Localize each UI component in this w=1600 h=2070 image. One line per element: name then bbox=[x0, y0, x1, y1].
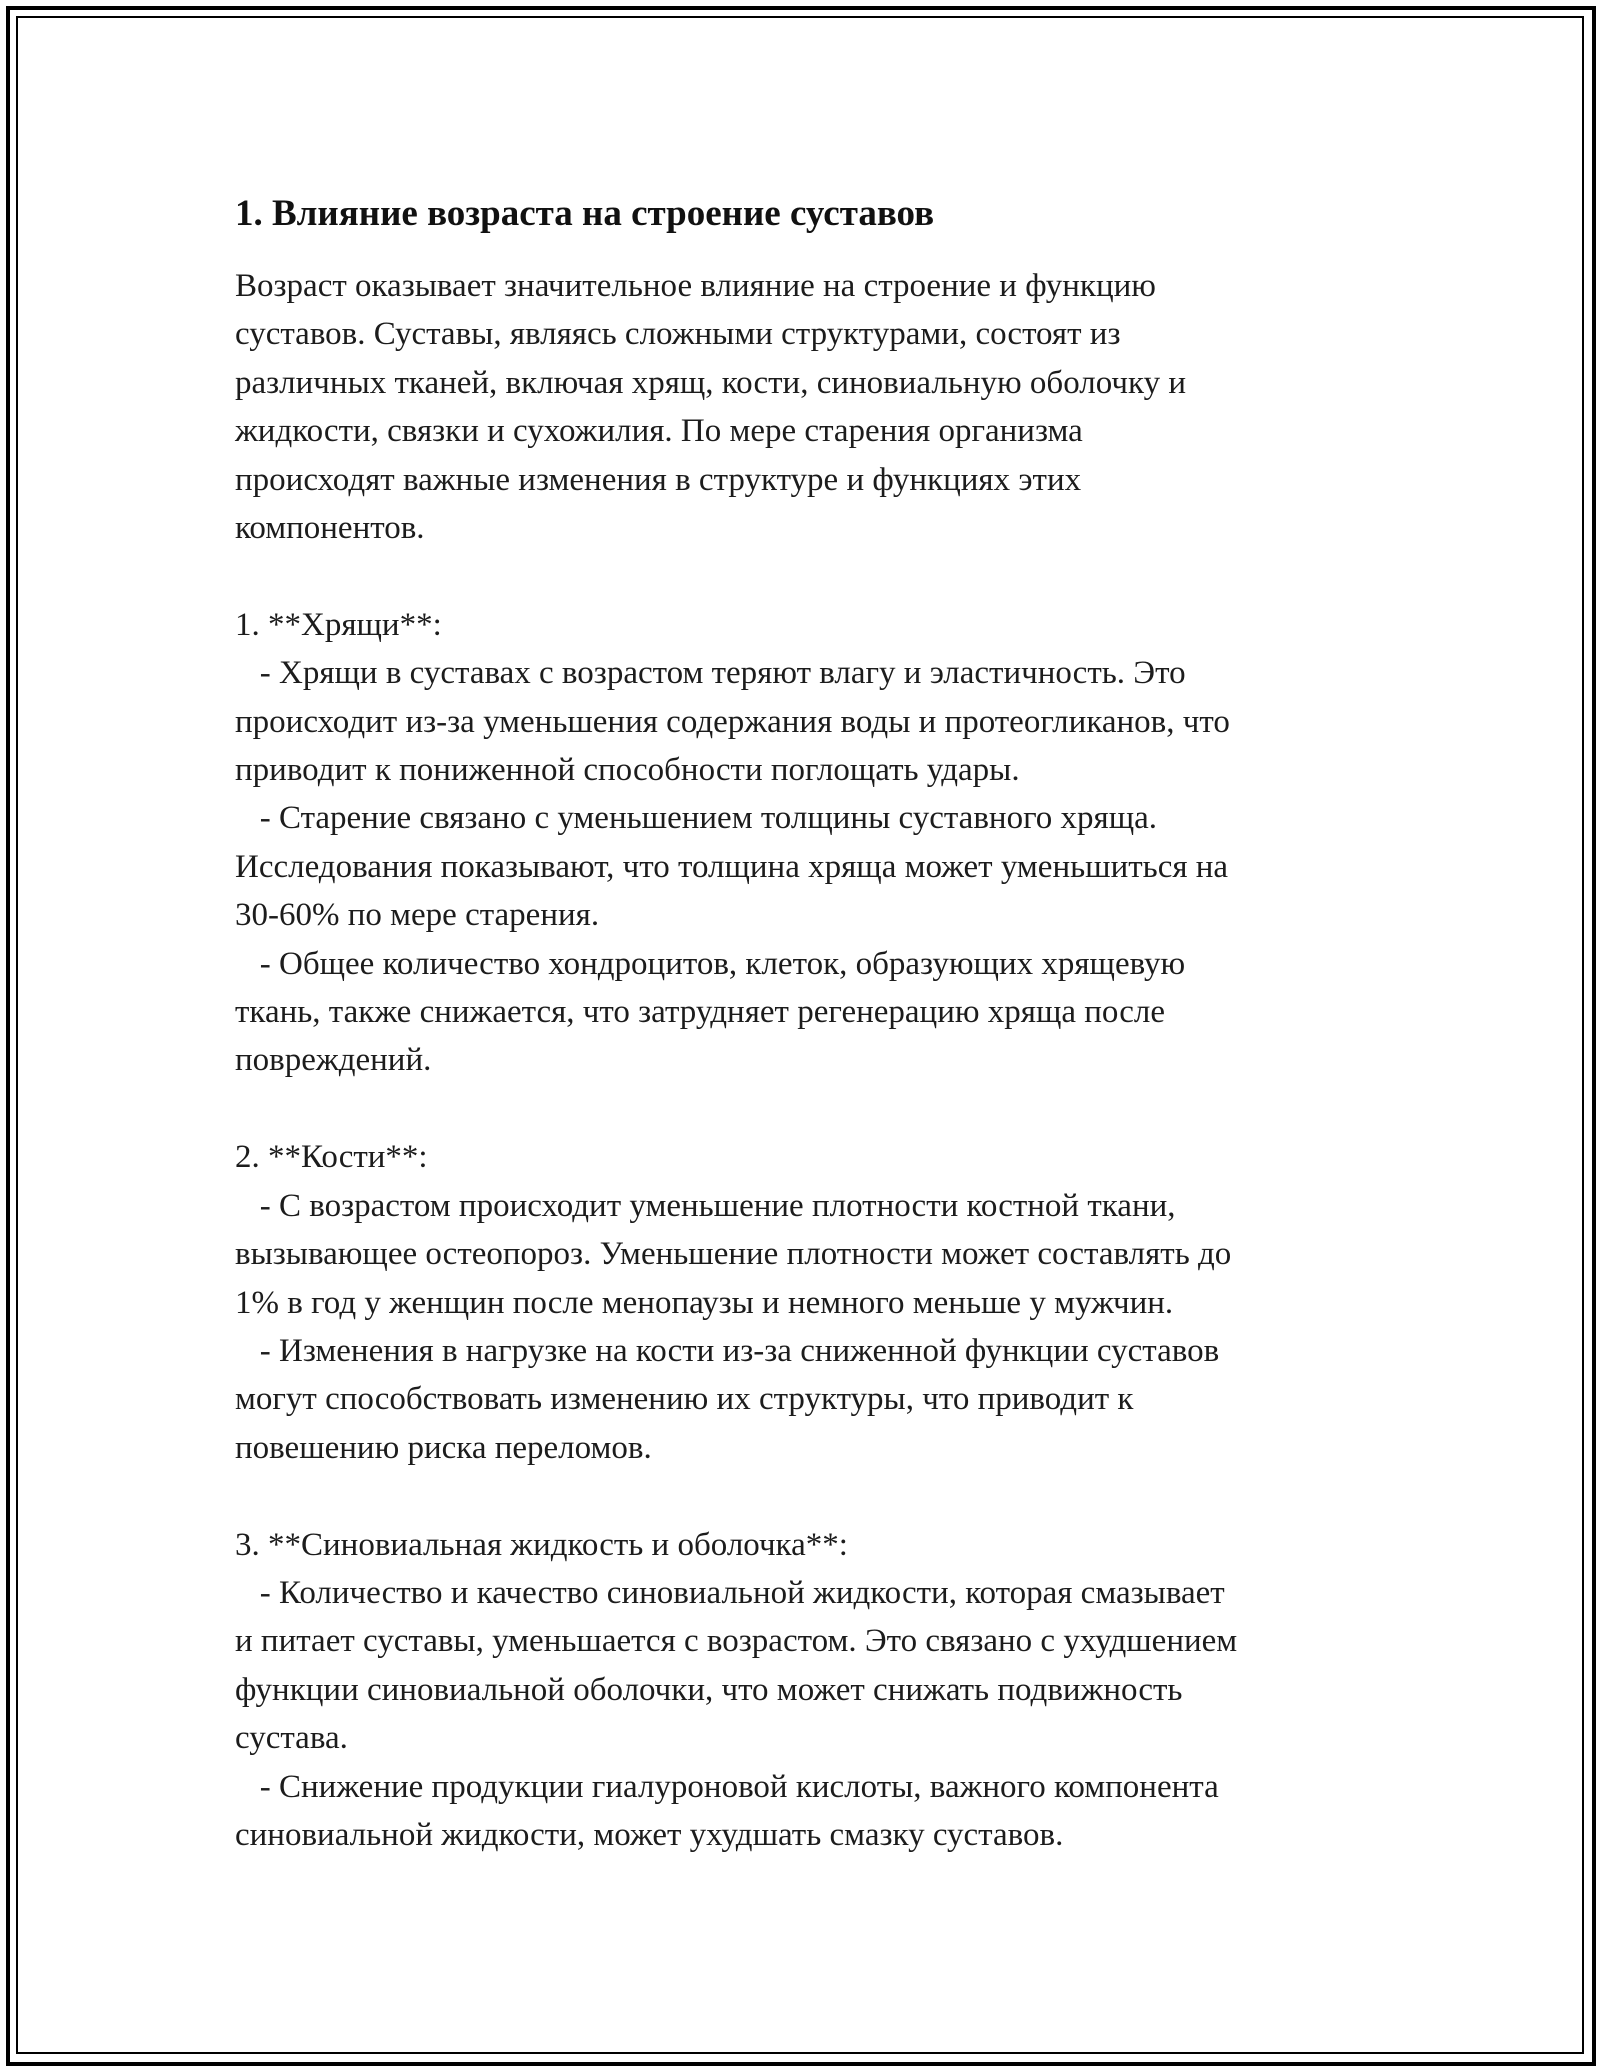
paragraph-gap bbox=[235, 1085, 1375, 1133]
section-synovial bbox=[235, 1521, 1375, 1860]
section-point: - Общее количество хондроцитов, клеток, образующих хрящевую ткань, также снижается, что затрудняет регенерацию хряща после повреждений. bbox=[235, 945, 1186, 1079]
section-point: - Изменения в нагрузке на кости из-за сниженной функции суставов могут способствовать изменению их структуры, что приводит к повешению риска переломов. bbox=[235, 1332, 1220, 1466]
section-point: - Старение связано с уменьшением толщины суставного хряща. Исследования показывают, что толщина хряща может уменьшиться на 30-60% по мере старения. bbox=[235, 800, 1229, 934]
section-title: 3. **Синовиальная жидкость и оболочка**: bbox=[235, 1526, 848, 1563]
section-point: - Снижение продукции гиалуроновой кислоты, важного компонента синовиальной жидкости, может ухудшать смазку суставов. bbox=[235, 1768, 1219, 1853]
section-bones bbox=[235, 1133, 1375, 1472]
section-point: - Хрящи в суставах с возрастом теряют влагу и эластичность. Это происходит из-за уменьшения содержания воды и протеогликанов, что приводит к пониженной способности поглощать удары. bbox=[235, 655, 1230, 789]
paragraph-gap bbox=[235, 1472, 1375, 1520]
intro-paragraph: Возраст оказывает значительное влияние на строение и функцию суставов. Суставы, являясь сложными структурами, состоят из различных тканей, включая хрящ, кости, синовиальную оболочку и жидкости, связки и сухожилия. По мере старения организма происходят важные изменения в структуре и функциях этих компонентов. bbox=[235, 268, 1186, 547]
section-point: - Количество и качество синовиальной жидкости, которая смазывает и питает суставы, уменьшается с возрастом. Это связано с ухудшением функции синовиальной оболочки, что может снижать подвижность сустава. bbox=[235, 1574, 1238, 1757]
section-point: - С возрастом происходит уменьшение плотности костной ткани, вызывающее остеопороз. Уменьшение плотности может составлять до 1% в год у женщин после менопаузы и немного меньше у мужчин. bbox=[235, 1187, 1232, 1321]
document-body bbox=[235, 190, 1375, 1859]
section-cartilage bbox=[235, 601, 1375, 1085]
section-title: 1. **Хрящи**: bbox=[235, 606, 442, 643]
document-heading: 1. Влияние возраста на строение суставов bbox=[235, 193, 935, 234]
section-title: 2. **Кости**: bbox=[235, 1139, 428, 1176]
paragraph-gap bbox=[235, 552, 1375, 600]
